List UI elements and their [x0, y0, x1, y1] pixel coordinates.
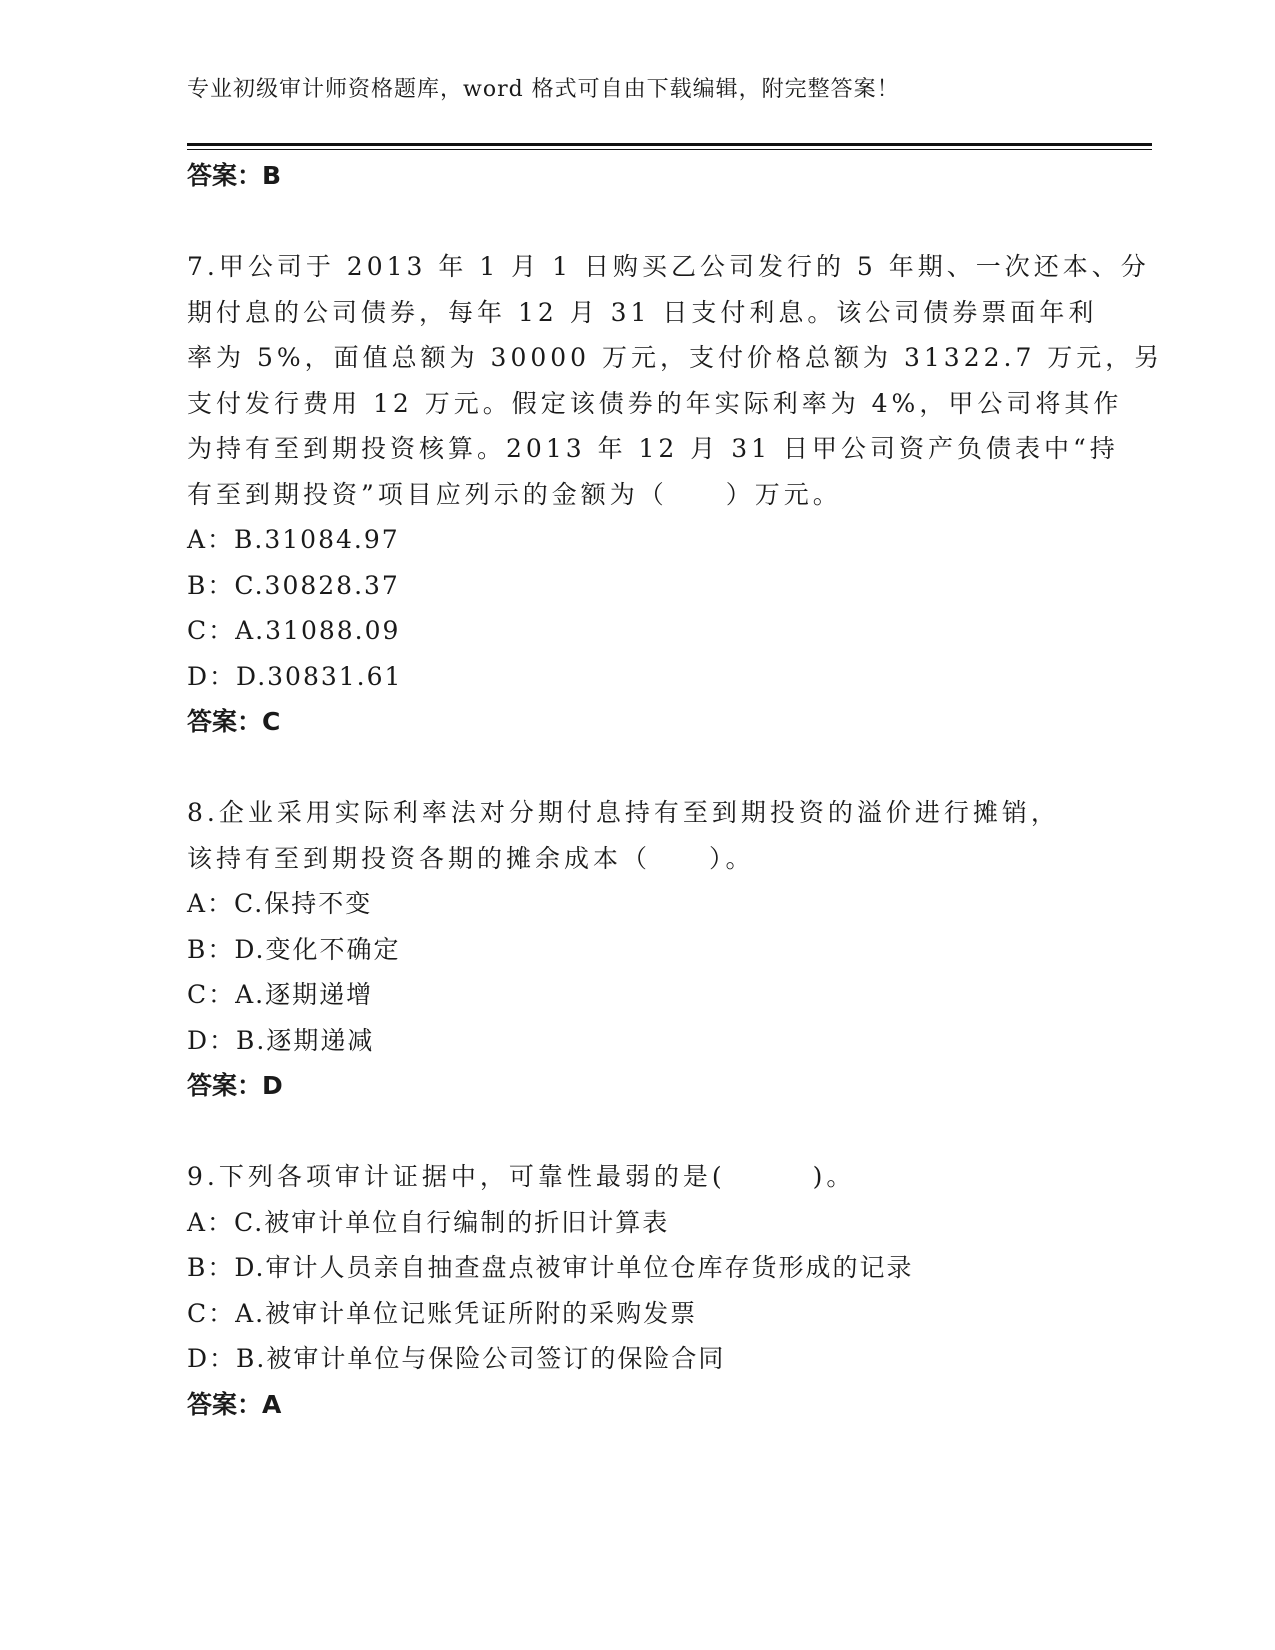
stem-line: 支付发行费用 12 万元。假定该债券的年实际利率为 4%，甲公司将其作 [187, 388, 1123, 418]
stem-line: 9.下列各项审计证据中，可靠性最弱的是( )。 [187, 1162, 856, 1191]
stem-line: 为持有至到期投资核算。2013 年 12 月 31 日甲公司资产负债表中“持 [187, 434, 1119, 463]
option-c: C：A.被审计单位记账凭证所附的采购发票 [187, 1298, 698, 1328]
question-7 [187, 244, 1164, 745]
stem-line: 有至到期投资”项目应列示的金额为（ ）万元。 [187, 479, 842, 509]
option-a: A：C.被审计单位自行编制的折旧计算表 [187, 1207, 670, 1237]
stem-line: 该持有至到期投资各期的摊余成本（ ）。 [187, 843, 755, 873]
answer: 答案：D [187, 1071, 283, 1100]
document-body [187, 153, 1164, 1428]
question-9 [187, 1154, 1087, 1428]
stem-line: 7.甲公司于 2013 年 1 月 1 日购买乙公司发行的 5 年期、一次还本、分 [187, 252, 1150, 281]
question-stem [187, 1154, 1087, 1200]
answer: 答案：C [187, 707, 281, 736]
stem-line: 8.企业采用实际利率法对分期付息持有至到期投资的溢价进行摊销， [187, 798, 1060, 827]
option-c: C：A.逐期递增 [187, 980, 374, 1009]
option-b: B：C.30828.37 [187, 570, 400, 600]
stem-line: 期付息的公司债券，每年 12 月 31 日支付利息。该公司债券票面年利 [187, 297, 1098, 327]
option-b: B：D.审计人员亲自抽查盘点被审计单位仓库存货形成的记录 [187, 1253, 914, 1282]
previous-answer: 答案：B [187, 161, 282, 190]
header-divider [187, 143, 1152, 146]
question-8 [187, 790, 1087, 1109]
answer: 答案：A [187, 1389, 282, 1419]
option-d: D：B.被审计单位与保险公司签订的保险合同 [187, 1344, 726, 1373]
page-header: 专业初级审计师资格题库，word 格式可自由下载编辑，附完整答案！ [187, 77, 900, 102]
option-a: A：C.保持不变 [187, 889, 373, 918]
option-d: D：B.逐期递减 [187, 1025, 375, 1055]
option-b: B：D.变化不确定 [187, 934, 401, 964]
stem-line: 率为 5%，面值总额为 30000 万元，支付价格总额为 31322.7 万元，另 [187, 343, 1164, 372]
option-d: D：D.30831.61 [187, 661, 403, 691]
header-divider-thin [187, 149, 1152, 150]
option-a: A：B.31084.97 [187, 525, 400, 554]
option-c: C：A.31088.09 [187, 616, 401, 645]
question-stem [187, 244, 1164, 517]
question-stem [187, 790, 1087, 881]
